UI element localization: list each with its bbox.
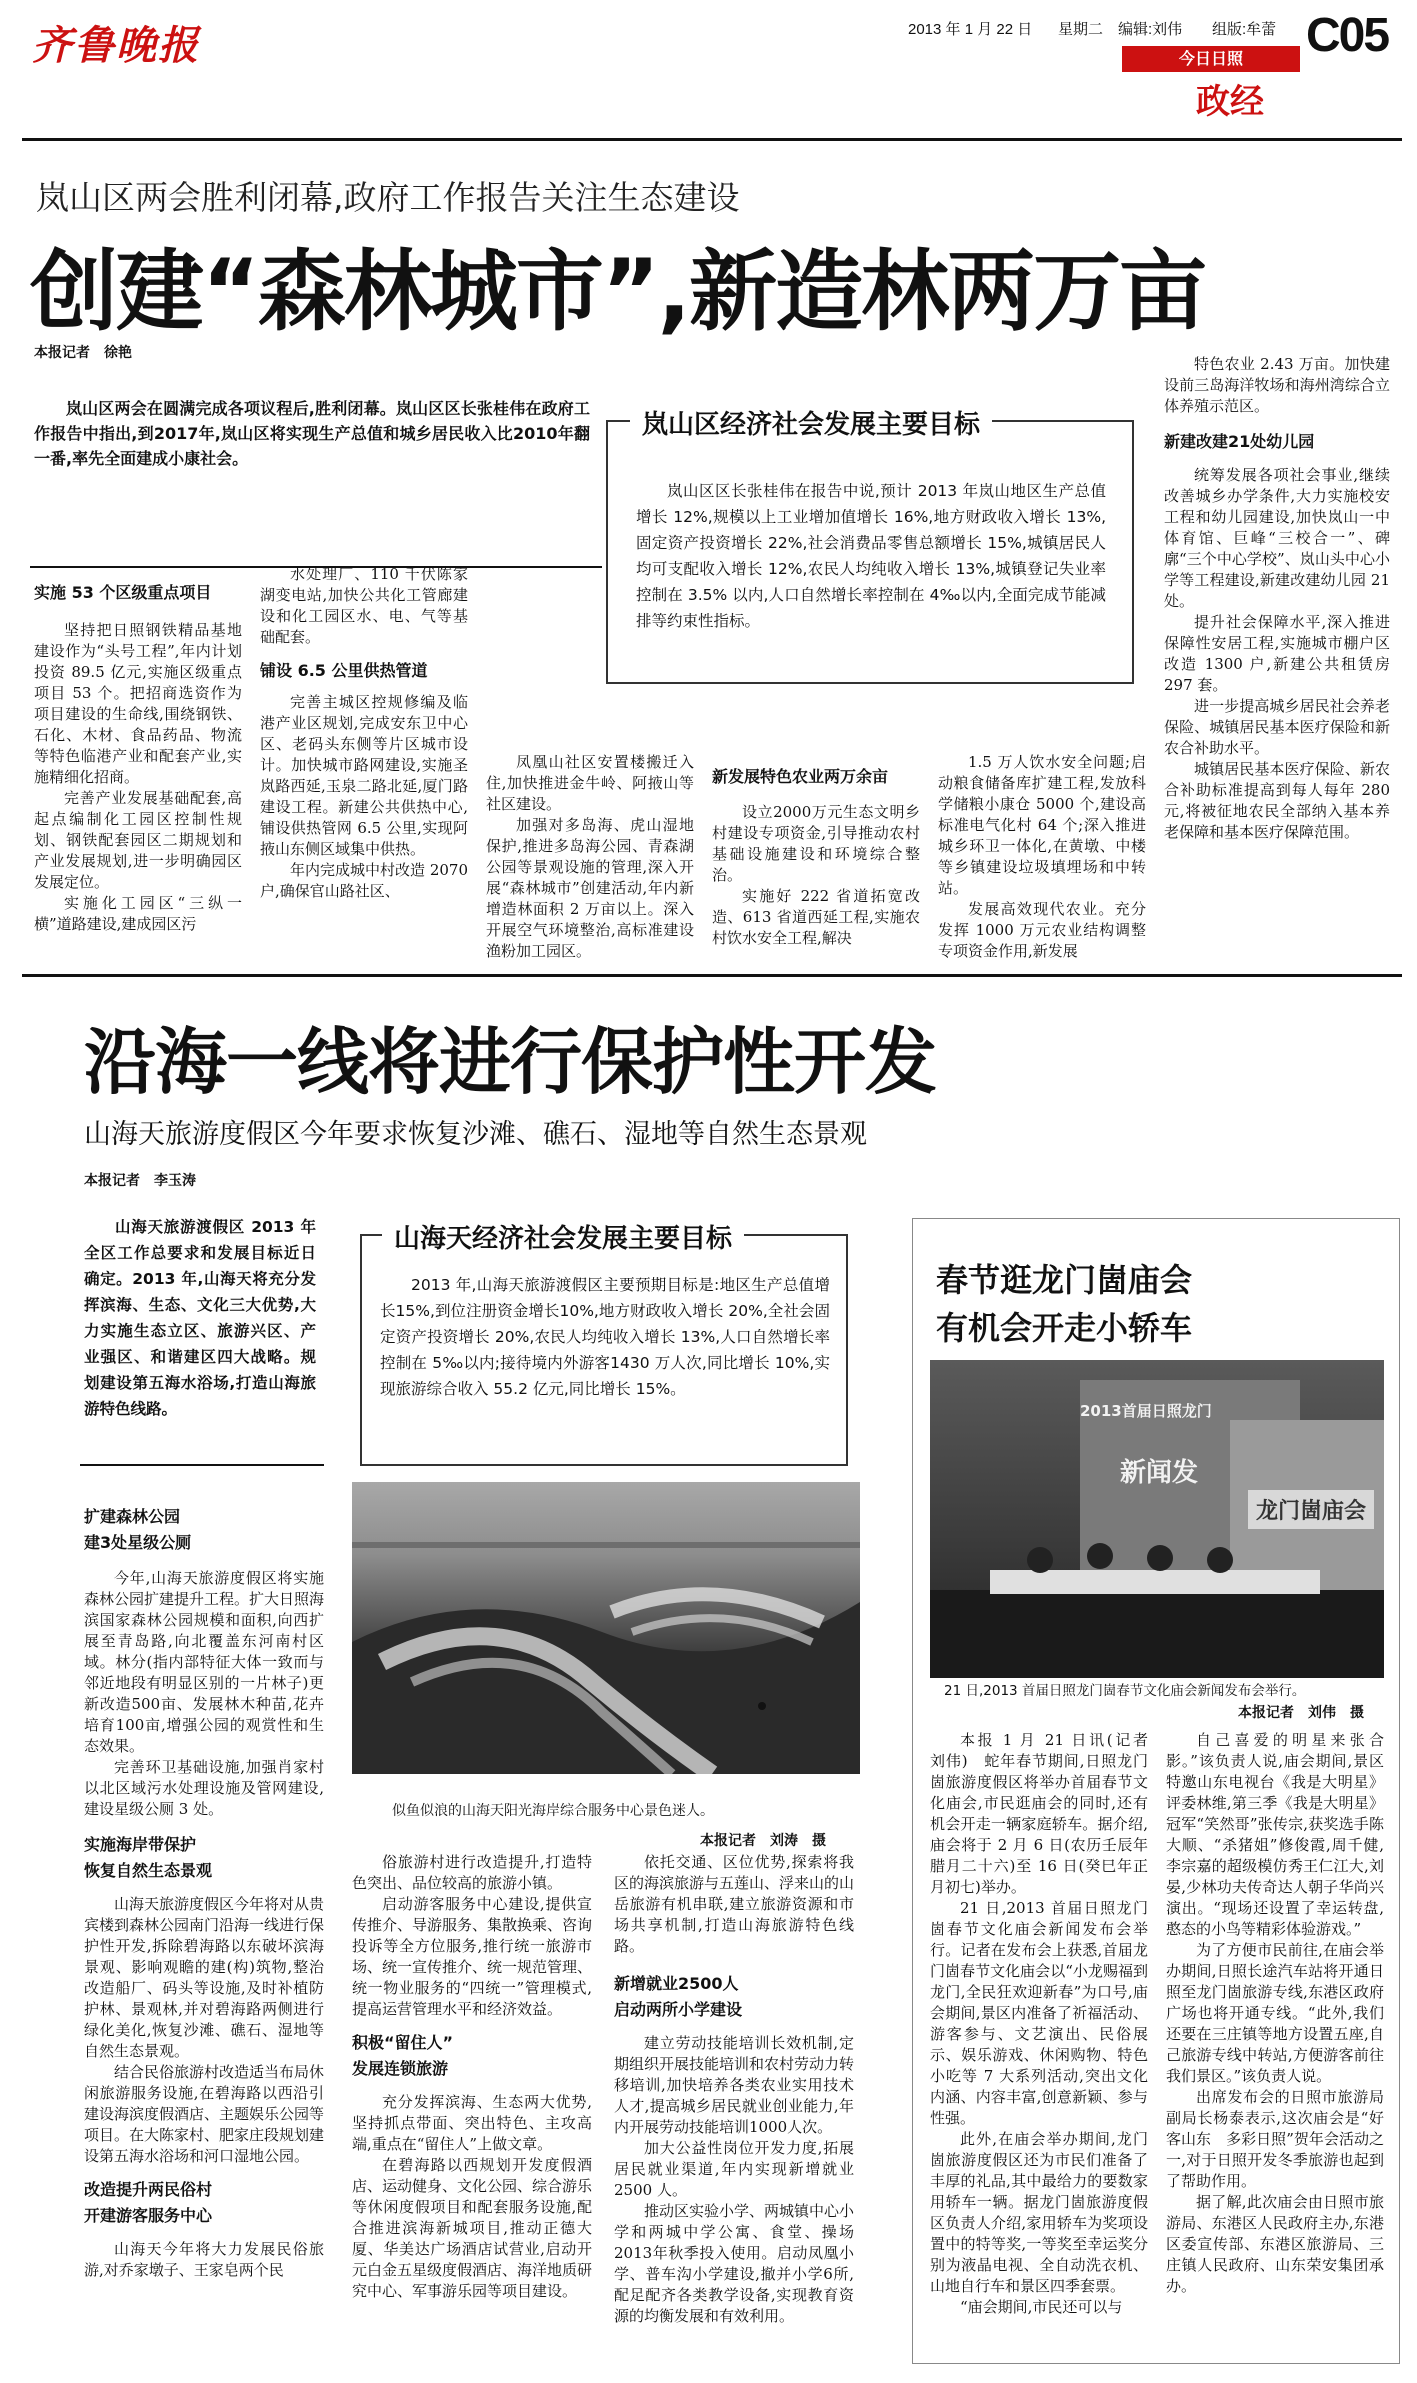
article-2-lead-divider (80, 1464, 324, 1466)
column-text: 完善主城区控规修编及临港产业区规划,完成安东卫中心区、老码头东侧等片区城市设计。加快城市路网建设,实施圣岚路西延,玉泉二路北延,厦门路建设工程。新建公共供热中心,铺设供热管网 6.5 公里,实现阿掖山东侧区域集中供热。 年内完成城中村改造 2070 户,确保官山路社区、 (260, 693, 468, 900)
article-3-photo-credit: 本报记者 刘伟 摄 (1238, 1705, 1364, 1721)
article-2-column-b (352, 1852, 592, 2302)
column-text: 凤凰山社区安置楼搬迁入住,加快推进金牛岭、阿掖山等社区建设。 加强对多岛海、虎山湿地保护,推进多岛海公园、青森湖公园等景观设施的管理,深入开展“森林城市”创建活动,年内新增造林面积 2 万亩以上。深入开展空气环境整治,高标准建设渔粉加工园区。 (486, 753, 694, 960)
article-2-headline: 沿海一线将进行保护性开发 (84, 1020, 937, 1104)
photo-sign-line-2: 新闻发 (1120, 1458, 1199, 1488)
column-text: 俗旅游村进行改造提升,打造特色突出、品位较高的旅游小镇。 启动游客服务中心建设,提供宣传推介、导游服务、集散换乘、咨询投诉等全方位服务,推行统一旅游市场、统一宣传推介、统一规范管理、统一物业服务的“四统一”管理模式,提高运营管理水平和经济效益。 (352, 1853, 593, 2018)
article-3-photo-caption: 21 日,2013 首届日照龙门崮春节文化庙会新闻发布会举行。 (944, 1683, 1306, 1699)
article-2-column-a (84, 1504, 324, 2281)
article-1-goals-text: 岚山区区长张桂伟在报告中说,预计 2013 年岚山地区生产总值增长 12%,规模以上工业增加值增长 16%,地方财政收入增长 13%,固定资产投资增长 22%,社会消费品零售总额增长 15%,城镇居民人均可支配收入增长 12%,农民人均纯收入增长 13%,城镇登记失业率控制在 3.5% 以内,人口自然增长率控制在 4‰以内,全面完成节能减排等约束性指标。 (636, 482, 1106, 630)
column-heading: 扩建森林公园 (84, 1507, 181, 1526)
column-heading: 新增就业2500人 (614, 1974, 739, 1993)
column-text: 本报 1 月 21 日讯(记者 刘伟) 蛇年春节期间,日照龙门崮旅游度假区将举办首届春节文化庙会,市民逛庙会的同时,还有机会开走一辆家庭轿车。据介绍,庙会将于 2 月 6 日(农历壬辰年腊月二十六)至 16 日(癸巳年正月初七)举办。 21 日,2013 首届日照龙门崮春节文化庙会新闻发布会举行。记者在发布会上获悉,首届龙门崮春节文化庙会以“小龙赐福到龙门,全民狂欢迎新春”为口号,庙会期间,景区内准备了祈福活动、游客参与、文艺演出、民俗展示、娱乐游戏、休闲购物、特色小吃等 7 大系列活动,突出文化内涵、内容丰富,创意新颖、参与性强。 此外,在庙会举办期间,龙门崮旅游度假区还为市民们准备了丰厚的礼品,其中最给力的要数家用轿车一辆。据龙门崮旅游度假区负责人介绍,家用轿车为奖项设置中的特等奖,一等奖至幸运奖分别为液晶电视、全自动洗衣机、山地自行车和景区四季套票。 “庙会期间,市民还可以与 (930, 1731, 1164, 2316)
article-2-photo (352, 1482, 860, 1774)
article-1-column-c (486, 752, 694, 962)
column-heading: 启动两所小学建设 (614, 2000, 743, 2019)
article-2-photo-credit: 本报记者 刘涛 摄 (700, 1833, 826, 1849)
issue-date: 2013 年 1 月 22 日 (908, 21, 1033, 38)
article-1-column-d (712, 752, 920, 949)
article-2-goals-text: 2013 年,山海天旅游渡假区主要预期目标是:地区生产总值增长15%,到位注册资金增长10%,地方财政收入增长 20%,全社会固定资产投资增长 20%,农民人均纯收入增长 13%,人口自然增长率控制在 5‰以内;接待境内外游客1430 万人次,同比增长 10%,实现旅游综合收入 55.2 亿元,同比增长 15%。 (380, 1276, 830, 1398)
article-1-lead: 岚山区两会在圆满完成各项议程后,胜利闭幕。岚山区区长张桂伟在政府工作报告中指出,到2017年,岚山区将实现生产总值和城乡居民收入比2010年翻一番,率先全面建成小康社会。 (34, 399, 590, 468)
column-heading: 恢复自然生态景观 (84, 1861, 213, 1880)
article-1-column-a (34, 580, 242, 935)
column-text: 统筹发展各项社会事业,继续改善城乡办学条件,大力实施校安工程和幼儿园建设,加快岚山一中体育馆、巨峰“三校合一”、碑廓“三个中心学校”、岚山头中心小学等工程建设,新建改建幼儿园 21 处。 提升社会保障水平,深入推进保障性安居工程,实施城市棚户区改造 1300 户,新建公共租赁房 297 套。 进一步提高城乡居民社会养老保险、城镇居民基本医疗保险和新农合补助水平。 城镇居民基本医疗保险、新农合补助标准提高到每人每年 280 元,将被征地农民全部纳入基本养老保障和基本医疗保障范围。 (1164, 466, 1390, 841)
article-1-column-f (1164, 354, 1390, 843)
column-text: 建立劳动技能培训长效机制,定期组织开展技能培训和农村劳动力转移培训,加快培养各类农业实用技术人才,提高城乡居民就业创业能力,年内开展劳动技能培训1000人次。 加大公益性岗位开发力度,拓展居民就业渠道,年内实现新增就业 2500 人。 推动区实验小学、两城镇中心小学和两城中学公寓、食堂、操场2013年秋季投入使用。启动凤凰小学、普车沟小学建设,撤并小学6所,配足配齐各类教学设备,实现教育资源的均衡发展和有效利用。 (614, 2034, 855, 2325)
column-heading: 实施 53 个区级重点项目 (34, 583, 212, 602)
article-2-lead: 山海天旅游渡假区 2013 年全区工作总要求和发展目标近日确定。2013 年,山海天将充分发挥滨海、生态、文化三大优势,大力实施生态立区、旅游兴区、产业强区、和谐建区四大战略。规划建设第五海水浴场,打造山海旅游特色线路。 (84, 1218, 316, 1418)
column-text: 今年,山海天旅游度假区将实施森林公园扩建提升工程。扩大日照海滨国家森林公园规模和面积,向西扩展至青岛路,向北覆盖东河南村区域。林分(指内部特征大体一致而与邻近地段有明显区别的一片林子)更新改造500亩、发展林木种苗,花卉培育100亩,增强公园的观赏性和生态效果。 完善环卫基础设施,加强肖家村以北区域污水处理设施及管网建设,建设星级公厕 3 处。 (84, 1569, 325, 1818)
article-1-headline: 创建“森林城市”,新造林两万亩 (30, 240, 1206, 343)
column-text: 设立2000万元生态文明乡村建设专项资金,引导推动农村基础设施建设和环境综合整治。 实施好 222 省道拓宽改造、613 省道西延工程,实施农村饮水安全工程,解决 (712, 803, 920, 947)
column-heading: 改造提升两民俗村 (84, 2180, 213, 2199)
photo-sign-line-1: 2013首届日照龙门 (1080, 1402, 1212, 1420)
column-heading: 新发展特色农业两万余亩 (712, 767, 889, 786)
article-3-photo (930, 1360, 1384, 1678)
section-name: 政经 (1196, 82, 1264, 122)
article-2-byline: 本报记者 李玉涛 (84, 1173, 196, 1189)
article-1-kicker: 岚山区两会胜利闭幕,政府工作报告关注生态建设 (36, 178, 740, 217)
column-heading: 铺设 6.5 公里供热管道 (260, 661, 428, 680)
article-3-headline (936, 1256, 1192, 1352)
column-heading: 新建改建21处幼儿园 (1164, 432, 1315, 451)
article-1-goals-title: 岚山区经济社会发展主要目标 (630, 404, 992, 441)
article-2-photo-caption: 似鱼似浪的山海天阳光海岸综合服务中心景色迷人。 (392, 1803, 714, 1819)
column-text: 山海天旅游度假区今年将对从贵宾楼到森林公园南门沿海一线进行保护性开发,拆除碧海路以东破坏滨海景观、影响观瞻的建(构)筑物,整治改造船厂、码头等设施,及时补植防护林、景观林,并对碧海路两侧进行绿化美化,恢复沙滩、礁石、湿地等自然生态景观。 结合民俗旅游村改造适当布局休闲旅游服务设施,在碧海路以西沿引建设海滨度假酒店、主题娱乐公园等项目。在大陈家村、肥家庄段规划建设第五海水浴场和河口湿地公园。 (84, 1895, 325, 2165)
column-text: 依托交通、区位优势,探索将我区的海滨旅游与五莲山、浮来山的山岳旅游有机串联,建立旅游资源和市场共享机制,打造山海旅游特色线路。 (614, 1853, 855, 1955)
column-heading: 实施海岸带保护 (84, 1835, 197, 1854)
column-text: 自己喜爱的明星来张合影。”该负责人说,庙会期间,景区特邀山东电视台《我是大明星》评委林维,第三季《我是大明星》冠军“笑然哥”张传宗,获奖选手陈大顺、“杀猪姐”修俊霞,周千健,李宗嘉的超级模仿秀王仁江大,刘晏,少林功夫传奇达人朝子华尚兴演出。“现场还设置了幸运转盘,憨态的小鸟等精彩体验游戏。” 为了方便市民前往,在庙会举办期间,日照长途汽车站将开通日照至龙门崮旅游专线,东港区政府广场也将开通专线。“此外,我们还要在三庄镇等地方设置五座,自己旅游专线中转站,方便游客前往我们景区。”该负责人说。 出席发布会的日照市旅游局副局长杨泰表示,这次庙会是“好客山东 多彩日照”贺年会活动之一,对于日照开发冬季旅游也起到了帮助作用。 据了解,此次庙会由日照市旅游局、东港区人民政府主办,东港区委宣传部、东港区旅游局、三庄镇人民政府、山东荣安集团承办。 (1166, 1731, 1384, 2295)
article-1-column-e (938, 752, 1146, 962)
masthead (0, 0, 1417, 150)
article-2-goals-title: 山海天经济社会发展主要目标 (382, 1218, 744, 1255)
article-1-byline: 本报记者 徐艳 (34, 345, 132, 361)
headline-line: 有机会开走小轿车 (936, 1309, 1193, 1347)
column-text: 充分发挥滨海、生态两大优势,坚持抓点带面、突出特色、主攻高端,重点在“留住人”上做文章。 在碧海路以西规划开发度假酒店、运动健身、文化公园、综合游乐等休闲度假项目和配套服务设施,配合推进滨海新城项目,推动正德大厦、华美达广场酒店试营业,启动开元白金五星级度假酒店、海洋地质研究中心、军事游乐园等项目建设。 (352, 2093, 593, 2300)
column-heading: 积极“留住人” (352, 2033, 454, 2052)
column-heading: 发展连锁旅游 (352, 2059, 449, 2078)
layout-credit: 组版:牟蕾 (1212, 21, 1277, 38)
column-text: 1.5 万人饮水安全问题;启动粮食储备库扩建工程,发放科学储粮小康仓 5000 个,建设高标准电气化村 64 个;深入推进城乡环卫一体化,在黄墩、中楼等乡镇建设垃圾填埋场和中转站。 发展高效现代农业。充分发挥 1000 万元农业结构调整专项资金作用,新发展 (938, 753, 1146, 960)
newspaper-logo: 齐鲁晚报 (32, 22, 200, 69)
editor-credit: 编辑:刘伟 (1118, 21, 1183, 38)
article-3-column-b (1166, 1730, 1384, 2297)
column-text: 水处理厂、110 千伏陈家湖变电站,加快公共化工管廊建设和化工园区水、电、气等基础配套。 (260, 565, 468, 646)
photo-illustration (352, 1482, 860, 1774)
column-text: 山海天今年将大力发展民俗旅游,对乔家墩子、王家皂两个民 (84, 2240, 324, 2279)
issue-weekday: 星期二 (1058, 21, 1104, 38)
column-text: 特色农业 2.43 万亩。加快建设前三岛海洋牧场和海州湾综合立体养殖示范区。 (1164, 355, 1390, 415)
photo-sign-line-3: 龙门崮庙会 (1248, 1490, 1374, 1529)
column-heading: 建3处星级公厕 (84, 1533, 192, 1552)
article-2-subhead: 山海天旅游度假区今年要求恢复沙滩、礁石、湿地等自然生态景观 (84, 1119, 867, 1150)
page-number: C05 (1306, 9, 1389, 62)
column-heading: 开建游客服务中心 (84, 2206, 213, 2225)
masthead-rule (22, 138, 1402, 141)
column-text: 坚持把日照钢铁精品基地建设作为“头号工程”,年内计划投资 89.5 亿元,实施区级重点项目 53 个。把招商选资作为项目建设的生命线,围绕钢铁、石化、木材、食品药品、物流等特色临港产业和配套产业,实施精细化招商。 完善产业发展基础配套,高起点编制化工园区控制性规划、钢铁配套园区二期规划和产业发展规划,进一步明确园区发展定位。 实施化工园区“三纵一横”道路建设,建成园区污 (34, 621, 242, 933)
article-1-column-b (260, 564, 468, 902)
article-2-column-c (614, 1852, 854, 2327)
article-1-bottom-rule (22, 974, 1402, 977)
headline-line: 春节逛龙门崮庙会 (936, 1261, 1193, 1299)
section-tag: 今日日照 (1122, 46, 1300, 72)
article-3-column-a (930, 1730, 1164, 2318)
